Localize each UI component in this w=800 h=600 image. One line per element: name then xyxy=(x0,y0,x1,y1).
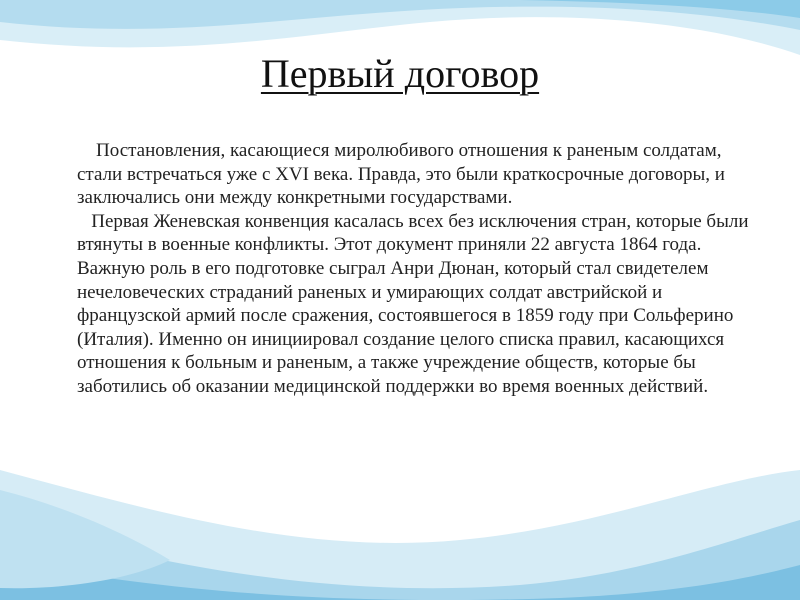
paragraph-2-text: Первая Женевская конвенция касалась всех без исключения стран, которые были втянуты в военные конфликты. Этот документ приняли 22 августа 1864 года. Важную роль в его подготовке сыграл Анри Дюнан, который стал свидетелем нечеловеческих страданий раненых и умирающих солдат австрийской и французской армий после сражения, состоявшегося в 1859 году при Сольферино (Италия). Именно он инициировал создание целого списка правил, касающихся отношения к больным и раненым, а также учреждение обществ, которые бы заботились об оказании медицинской поддержки во время военных действий. xyxy=(77,210,749,397)
slide-body xyxy=(77,139,749,399)
paragraph-1 xyxy=(77,139,749,210)
paragraph-2 xyxy=(77,210,749,399)
slide-title: Первый договор xyxy=(260,51,540,96)
paragraph-1-text: Постановления, касающиеся миролюбивого отношения к раненым солдатам, стали встречаться уже с XVI века. Правда, это были краткосрочные договоры, и заключались они между конкретными государствами. xyxy=(77,140,725,209)
